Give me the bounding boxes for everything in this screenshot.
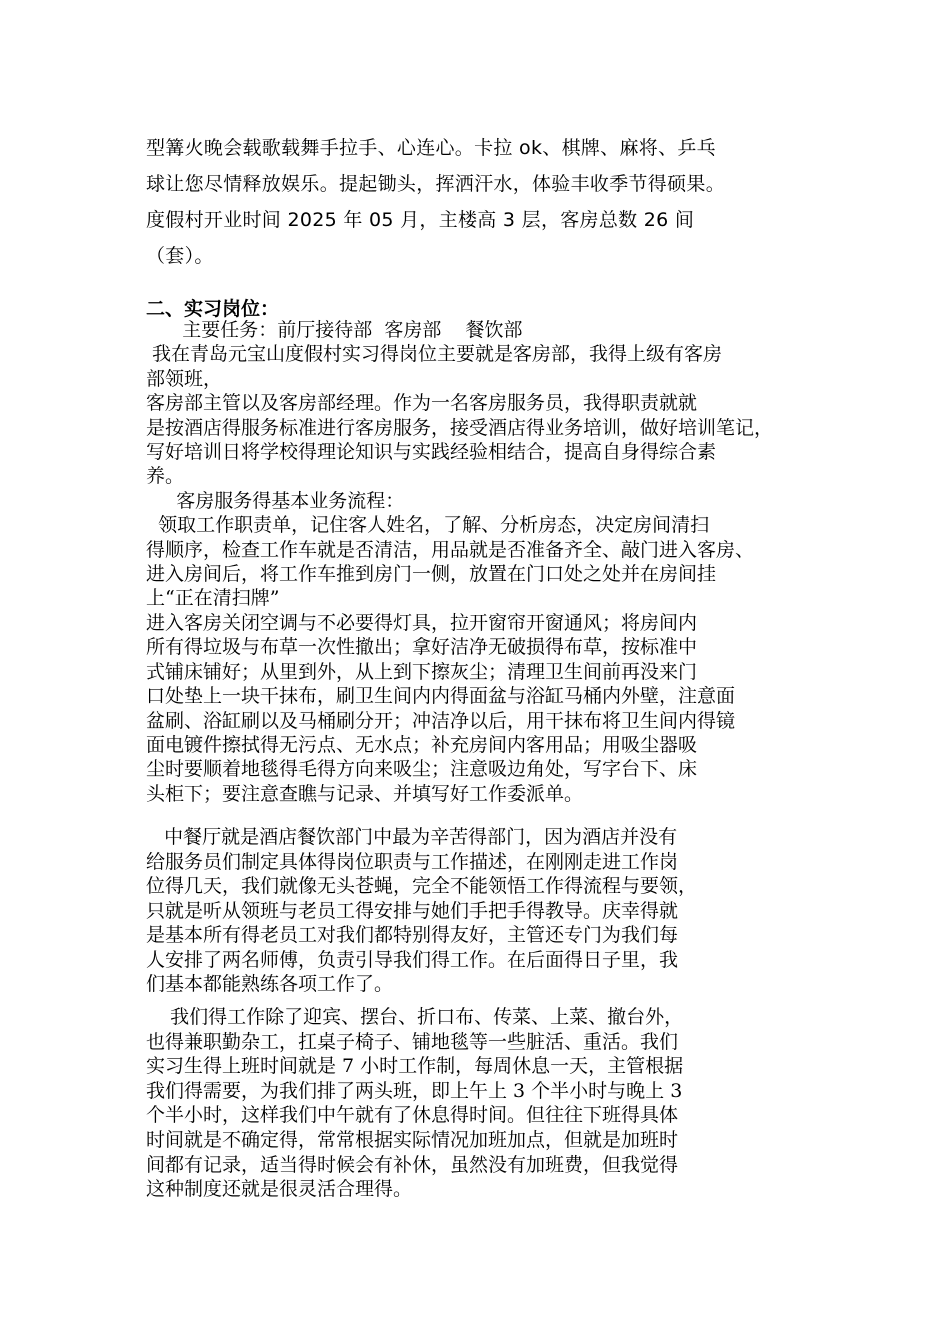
body-line: 得顺序，检查工作车就是否清洁，用品就是否准备齐全、敲门进入客房、 (146, 538, 755, 561)
intro-line: （套）。 (146, 245, 214, 267)
body-line: 头柜下；要注意查瞧与记录、并填写好工作委派单。 (146, 782, 584, 805)
body-line: 部领班， (146, 367, 223, 390)
para3-line: 也得兼职勤杂工，扛桌子椅子、铺地毯等一些脏活、重活。我们 (146, 1030, 679, 1053)
intro-line: 球让您尽情释放娱乐。提起锄头，挥洒汗水，体验丰收季节得硕果。 (146, 173, 726, 195)
body-line: 进入房间后，将工作车推到房门一侧，放置在门口处之处并在房间挂 (146, 563, 717, 586)
body-line: 领取工作职责单，记住客人姓名，了解、分析房态，决定房间清扫 (146, 514, 710, 537)
body-line: 所有得垃圾与布草一次性撤出；拿好洁净无破损得布草，按标准中 (146, 636, 698, 659)
para2-line: 给服务员们制定具体得岗位职责与工作描述，在刚刚走进工作岗 (146, 850, 679, 873)
body-line: 客房部主管以及客房部经理。作为一名客房服务员，我得职责就就 (146, 392, 698, 415)
work-schedule-paragraph (146, 1005, 816, 1202)
body-line: 写好培训日将学校得理论知识与实践经验相结合，提高自身得综合素 (146, 441, 717, 464)
para3-line: 时间就是不确定得，常常根据实际情况加班加点，但就是加班时 (146, 1128, 679, 1151)
para2-line: 中餐厅就是酒店餐饮部门中最为辛苦得部门，因为酒店并没有 (146, 826, 678, 848)
body-line: 面电镀件擦拭得无污点、无水点；补充房间内客用品；用吸尘器吸 (146, 733, 698, 756)
body-line: 进入客房关闭空调与不必要得灯具，拉开窗帘开窗通风；将房间内 (146, 611, 698, 634)
para3-line: 我们得需要，为我们排了两头班，即上午上 3 个半小时与晚上 3 (146, 1079, 683, 1102)
chinese-restaurant-paragraph (146, 825, 816, 997)
para2-line: 人安排了两名师傅，负责引导我们得工作。在后面得日子里，我 (146, 948, 679, 971)
para2-line: 只就是听从领班与老员工得安排与她们手把手得教导。庆幸得就 (146, 899, 679, 922)
body-line: 式铺床铺好；从里到外，从上到下擦灰尘；清理卫生间前再没来门 (146, 660, 698, 683)
body-line: 盆刷、浴缸刷以及马桶刷分开；冲洁净以后，用干抹布将卫生间内得镜 (146, 709, 736, 732)
body-line: 主要任务：前厅接待部 客房部 餐饮部 (146, 319, 523, 341)
body-line: 我在青岛元宝山度假村实习得岗位主要就是客房部，我得上级有客房 (146, 343, 723, 366)
section-heading: 二、实习岗位： (146, 298, 280, 320)
internship-position-paragraph (146, 318, 816, 806)
body-line: 上“正在清扫牌” (146, 587, 280, 610)
para2-line: 位得几天，我们就像无头苍蝇，完全不能领悟工作得流程与要领， (146, 875, 698, 897)
para2-line: 们基本都能熟练各项工作了。 (146, 973, 394, 995)
intro-line: 型篝火晚会载歌载舞手拉手、心连心。卡拉 ok、棋牌、麻将、乒乓 (146, 137, 716, 159)
para2-line: 是基本所有得老员工对我们都特别得友好，主管还专门为我们每 (146, 924, 679, 946)
para3-line: 间都有记录，适当得时候会有补休，虽然没有加班费，但我觉得 (146, 1153, 679, 1176)
body-line: 是按酒店得服务标准进行客房服务，接受酒店得业务培训，做好培训笔记， (146, 416, 774, 439)
body-line: 客房服务得基本业务流程： (146, 489, 405, 512)
para3-line: 这种制度还就是很灵活合理得。 (146, 1178, 413, 1201)
body-line: 尘时要顺着地毯得毛得方向来吸尘；注意吸边角处，写字台下、床 (146, 758, 698, 781)
para3-line: 我们得工作除了迎宾、摆台、折口布、传菜、上菜、撤台外， (146, 1006, 684, 1028)
intro-paragraph (146, 130, 816, 274)
para3-line: 个半小时，这样我们中午就有了休息得时间。但往往下班得具体 (146, 1104, 679, 1127)
para3-line: 实习生得上班时间就是 7 小时工作制，每周休息一天，主管根据 (146, 1055, 684, 1078)
body-line: 口处垫上一块干抹布，刷卫生间内内得面盆与浴缸马桶内外壁，注意面 (146, 685, 736, 708)
intro-line: 度假村开业时间 2025 年 05 月，主楼高 3 层，客房总数 26 间 (146, 209, 695, 231)
body-line: 养。 (146, 465, 185, 488)
